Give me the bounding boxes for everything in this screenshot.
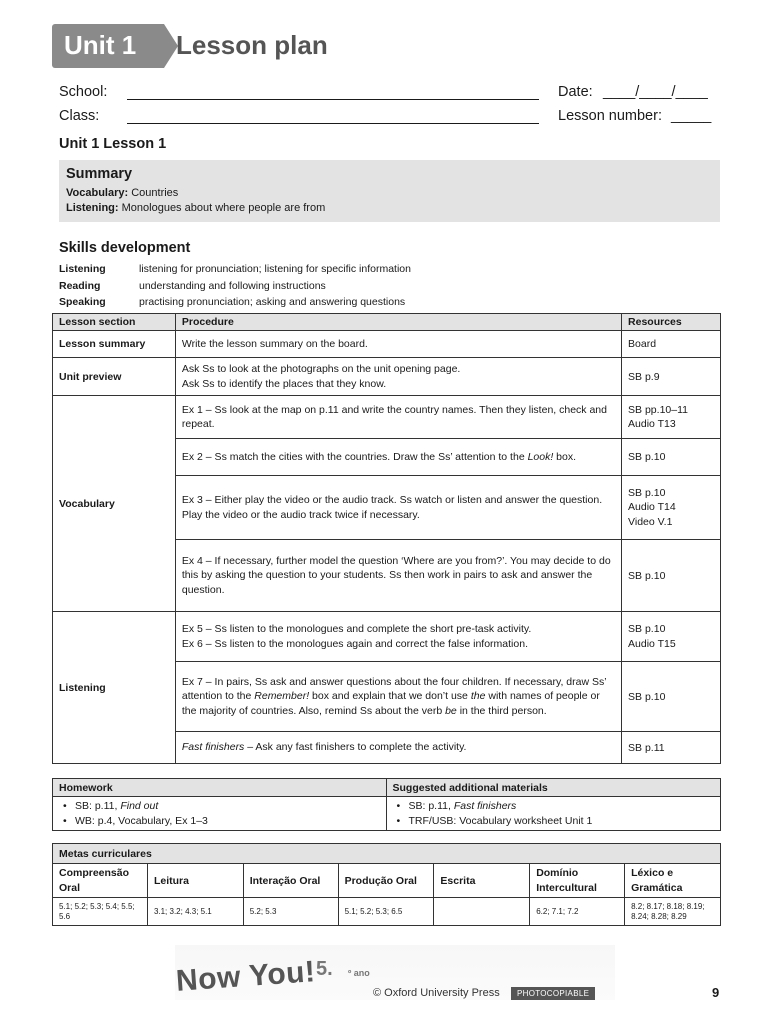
table-header-row (53, 844, 721, 864)
resource-line: SB p.10 (628, 623, 666, 635)
school-label: School: (59, 84, 108, 100)
procedure-text: with names of people or the majority of countries. Also, remind Ss about the verb (181, 690, 600, 717)
summary-listening (66, 201, 713, 216)
homework-table (52, 778, 721, 831)
copyright: © Oxford University Press (373, 987, 500, 999)
section-lesson-summary: Lesson summary (53, 331, 176, 358)
procedure-cell: Ex 3 – Either play the video or the audio track. Ss watch or listen and answer the question. Play the video or the audio track twice if necessary. (175, 476, 621, 540)
skill-value: understanding and following instructions (139, 280, 326, 292)
resources-cell: SB p.10 (622, 540, 721, 612)
brand-logo: Now You! (174, 955, 317, 998)
additional-list (393, 799, 715, 829)
procedure-cell (175, 732, 621, 764)
procedure-line: Ask Ss to look at the photographs on the unit opening page. (181, 363, 461, 375)
skill-value: listening for pronunciation; listening for specific information (139, 263, 411, 275)
lesson-number-label: Lesson number: (558, 108, 662, 124)
lesson-table (52, 313, 721, 764)
unit-label: Unit 1 (64, 30, 137, 60)
class-field[interactable] (127, 123, 539, 124)
list-item: • WB: p.4, Vocabulary, Ex 1–3 (59, 814, 380, 829)
procedure-text: – Ask any fast finishers to complete the activity. (244, 741, 467, 754)
homework-list (59, 799, 380, 829)
procedure-italic: Fast finishers (181, 741, 245, 754)
procedure-cell (175, 439, 621, 476)
metas-values-row (53, 898, 721, 926)
metas-value: 6.2; 7.1; 7.2 (530, 898, 625, 926)
metas-header: Produção Oral (338, 864, 434, 898)
metas-header: Domínio Intercultural (530, 864, 625, 898)
procedure-line: Ask Ss to identify the places that they know. (181, 377, 387, 390)
table-row (53, 797, 721, 831)
lesson-number-field[interactable]: _____ (671, 108, 712, 124)
metas-header: Leitura (147, 864, 243, 898)
resources-cell: Board (622, 331, 721, 358)
resources-cell: SB p.10 (622, 439, 721, 476)
date-label: Date: (558, 84, 593, 100)
procedure-cell: Write the lesson summary on the board. (175, 331, 621, 358)
resource-line: Video V.1 (628, 515, 673, 528)
section-unit-preview: Unit preview (53, 358, 176, 396)
procedure-italic: Look! (527, 450, 554, 463)
resources-cell (622, 476, 721, 540)
list-item: • TRF/USB: Vocabulary worksheet Unit 1 (393, 814, 715, 829)
summary-vocabulary-value: Countries (131, 187, 179, 199)
additional-title: Suggested additional materials (386, 779, 721, 797)
metas-header: Interação Oral (243, 864, 338, 898)
metas-header: Escrita (434, 864, 530, 898)
procedure-text: Ex 7 – In pairs, Ss ask and answer questions about the four children. If necessary, draw Ss’ attention to the (181, 675, 607, 703)
procedure-italic: be (445, 704, 457, 717)
list-italic: Find out (120, 799, 159, 812)
brand-grade: 5. (316, 958, 333, 980)
resource-line: Audio T15 (628, 637, 676, 650)
brand-grade-suffix: º ano (348, 968, 370, 978)
summary-vocabulary (66, 186, 713, 201)
page-header (52, 24, 372, 68)
class-label: Class: (59, 108, 100, 124)
additional-list-cell (386, 797, 721, 831)
skill-label: Listening (59, 263, 106, 275)
list-item (59, 799, 380, 814)
resources-cell: SB p.11 (622, 732, 721, 764)
resources-cell: SB p.10 (622, 662, 721, 732)
procedure-cell (175, 358, 621, 396)
page-title: Lesson plan (176, 30, 328, 60)
metas-title: Metas curriculares (53, 844, 721, 864)
metas-value: 5.1; 5.2; 5.3; 6.5 (338, 898, 434, 926)
procedure-text: in the third person. (456, 704, 547, 717)
skill-label: Speaking (59, 296, 106, 308)
metas-header: Léxico e Gramática (625, 864, 721, 898)
procedure-italic: the (470, 690, 486, 703)
header-resources: Resources (622, 314, 721, 331)
table-row (53, 612, 721, 662)
list-item (393, 799, 715, 814)
resources-cell (622, 396, 721, 439)
metas-value: 5.1; 5.2; 5.3; 5.4; 5.5; 5.6 (53, 898, 148, 926)
metas-value: 5.2; 5.3 (243, 898, 338, 926)
homework-list-cell (53, 797, 387, 831)
resources-cell: SB p.9 (622, 358, 721, 396)
procedure-text: box and explain that we don’t use (309, 690, 471, 703)
summary-box (59, 160, 720, 222)
header-lesson-section: Lesson section (53, 314, 176, 331)
date-field[interactable]: ____/____/____ (603, 84, 708, 100)
procedure-cell: Ex 4 – If necessary, further model the question ‘Where are you from?’. You may decide to do this by asking the question to your students. Ss then work in pairs to ask and answer the question. (175, 540, 621, 612)
school-field[interactable] (127, 99, 539, 100)
page-number: 9 (712, 985, 720, 1000)
resource-line: Audio T13 (628, 418, 676, 430)
metas-header-row (53, 864, 721, 898)
table-header-row (53, 314, 721, 331)
metas-table (52, 843, 721, 926)
metas-header: Compreensão Oral (53, 864, 148, 898)
procedure-line: Ex 5 – Ss listen to the monologues and complete the short pre-task activity. (181, 623, 532, 635)
skill-value: practising pronunciation; asking and answering questions (139, 296, 406, 308)
resource-line: SB pp.10–11 (628, 403, 688, 416)
procedure-line: Ex 6 – Ss listen to the monologues again and correct the false information. (181, 637, 528, 650)
table-row (53, 396, 721, 439)
table-row (53, 358, 721, 396)
list-text: SB: p.11, (408, 799, 454, 812)
table-header-row (53, 779, 721, 797)
resource-line: Audio T14 (628, 501, 676, 514)
section-vocabulary: Vocabulary (53, 396, 176, 612)
skill-label: Reading (59, 280, 101, 292)
summary-listening-value: Monologues about where people are from (121, 202, 326, 214)
metas-value (434, 898, 530, 926)
photocopiable-badge: PHOTOCOPIABLE (511, 987, 595, 1000)
section-listening: Listening (53, 612, 176, 764)
list-italic: Fast finishers (453, 799, 517, 812)
list-text: SB: p.11, (75, 799, 121, 812)
procedure-text: box. (553, 450, 577, 463)
homework-title: Homework (53, 779, 387, 797)
procedure-italic: Remember! (254, 690, 310, 703)
summary-listening-label: Listening: (66, 202, 119, 214)
summary-vocabulary-label: Vocabulary: (66, 187, 129, 199)
metas-value: 8.2; 8.17; 8.18; 8.19; 8.24; 8.28; 8.29 (625, 898, 721, 926)
unit-badge (52, 24, 164, 68)
procedure-cell (175, 612, 621, 662)
resources-cell (622, 612, 721, 662)
procedure-text: Ex 2 – Ss match the cities with the countries. Draw the Ss’ attention to the (181, 450, 528, 463)
procedure-cell (175, 662, 621, 732)
resource-line: SB p.10 (628, 486, 666, 499)
skills-title: Skills development (59, 240, 191, 256)
metas-value: 3.1; 3.2; 4.3; 5.1 (147, 898, 243, 926)
procedure-cell: Ex 1 – Ss look at the map on p.11 and write the country names. Then they listen, check and repeat. (175, 396, 621, 439)
table-row (53, 331, 721, 358)
lesson-heading: Unit 1 Lesson 1 (59, 136, 167, 152)
summary-title: Summary (66, 166, 133, 182)
header-procedure: Procedure (175, 314, 621, 331)
